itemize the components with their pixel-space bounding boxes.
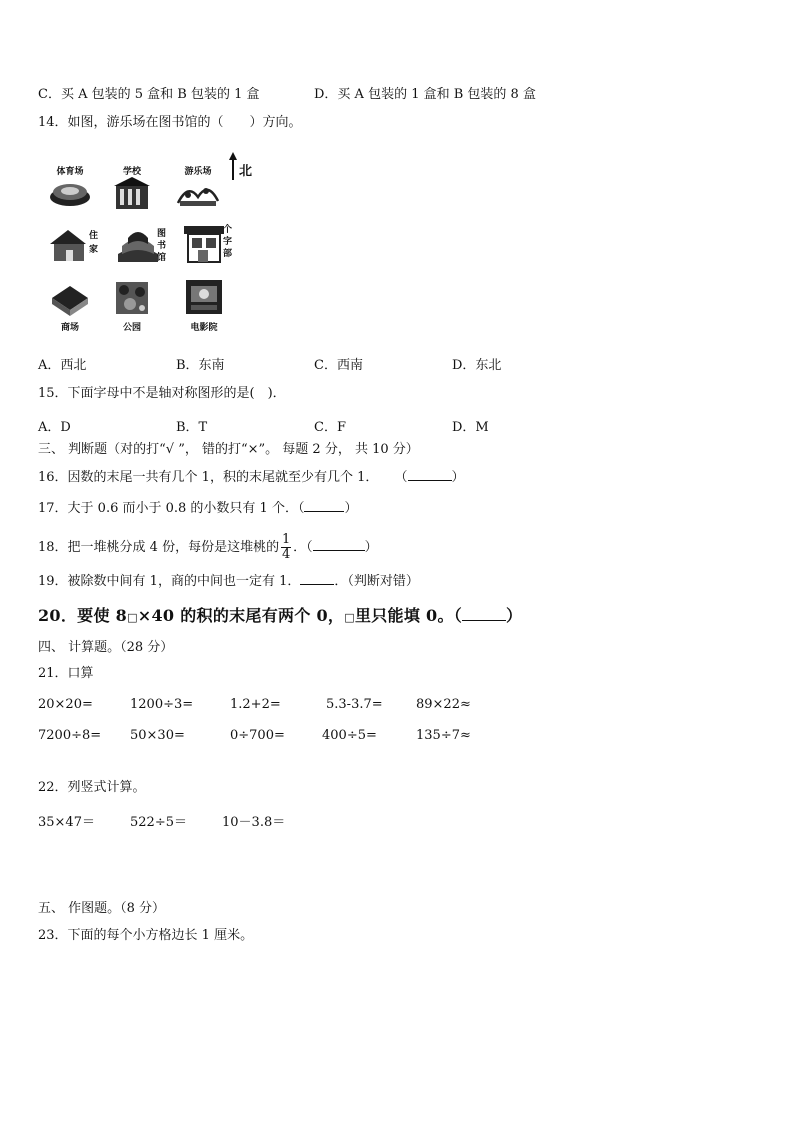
stadium-icon [48,177,92,207]
q20-text-after: 里只能填 0。（ [354,606,463,625]
q17 [38,498,357,518]
q14-stem: 14．如图，游乐场在图书馆的（ ）方向。 [38,115,302,130]
home-label-1: 住 [87,230,97,239]
mall-label: 商场 [60,323,79,333]
q21-item-2: 1200÷3= [130,697,194,712]
q18-fraction-denominator: 4 [281,547,291,562]
q20-text-mid: ×40 的积的末尾有两个 0， [137,606,345,625]
q15-stem: 15．下面字母中不是轴对称图形的是( )． [38,386,286,401]
q17-paren-close: ） [344,501,358,516]
home-label-2: 家 [87,244,97,253]
map-place-school [102,164,162,213]
q21-item-5: 89×22≈ [416,697,471,712]
q14-option-b: B．东南 [176,358,225,373]
mall-icon [48,284,92,316]
club-label-2: 字 [221,236,231,245]
q19-text-after: ．（判断对错） [334,574,419,589]
q18-fraction [281,533,291,562]
school-icon [110,177,154,209]
library-label-3: 馆 [155,252,165,261]
q13-option-c: C．买 A 包装的 5 盒和 B 包装的 1 盒 [38,87,260,102]
q20-box-1: □ [127,611,138,624]
amusement-park-icon [176,177,220,209]
map-place-amusement-park [168,164,228,213]
q13-option-d: D．买 A 包装的 1 盒和 B 包装的 8 盒 [314,87,536,102]
section-3-heading: 三、 判断题（对的打“√ ”， 错的打“×”。 每题 2 分， 共 10 分） [38,442,419,457]
q21-item-9: 400÷5= [322,728,377,743]
q18-answer-blank[interactable] [313,537,365,551]
q21-item-1: 20×20= [38,697,93,712]
q22-item-1: 35×47＝ [38,815,95,830]
club-label-3: 部 [221,248,231,257]
q18-text-after: ．（ [293,540,313,555]
q14-option-d: D．东北 [452,358,502,373]
q15-option-d: D．M [452,420,489,435]
q19 [38,571,419,591]
q19-text: 19．被除数中间有 1，商的中间也一定有 1． [38,574,301,589]
q20-paren-close: ） [506,606,523,625]
q17-text: 17．大于 0.6 而小于 0.8 的小数只有 1 个．（ [38,501,305,516]
q20-answer-blank[interactable] [462,605,506,621]
q20 [38,605,522,629]
library-label-1: 图 [155,228,165,237]
map-place-library [108,224,168,268]
north-label: 北 [239,164,253,179]
q16-paren-open: （ [394,470,408,485]
q21-item-4: 5.3-3.7= [326,697,383,712]
map-place-club [174,224,234,268]
q14-option-a: A．西北 [38,358,87,373]
q20-text: 20．要使 8 [38,606,128,625]
north-arrow-icon [228,152,238,182]
map-place-stadium [40,164,100,211]
map-place-park [102,280,162,333]
q21-item-10: 135÷7≈ [416,728,471,743]
q18 [38,533,378,563]
cinema-label: 电影院 [190,323,218,333]
q14-map [40,158,270,338]
q22-item-2: 522÷5＝ [130,815,187,830]
section-4-heading: 四、 计算题。（28 分） [38,640,174,655]
q21-item-6: 7200÷8= [38,728,102,743]
stadium-label: 体育场 [56,167,84,177]
q14-option-c: C．西南 [314,358,363,373]
q20-box-2: □ [344,611,355,624]
q16-paren-close: ） [451,470,465,485]
q23: 23．下面的每个小方格边长 1 厘米。 [38,928,254,943]
map-place-cinema [174,278,234,333]
map-place-home [40,228,100,266]
section-5-heading: 五、 作图题。（8 分） [38,901,166,916]
q16-answer-blank[interactable] [408,467,452,481]
q16-text: 16．因数的末尾一共有几个 1，积的末尾就至少有几个 1． [38,470,379,485]
q22-stem: 22．列竖式计算。 [38,780,146,795]
q16 [38,467,465,487]
q21-item-8: 0÷700= [230,728,285,743]
q15-option-a: A．D [38,420,71,435]
q15-option-b: B．T [176,420,208,435]
q17-answer-blank[interactable] [304,498,344,512]
amusement-park-label: 游乐场 [184,167,212,177]
park-icon [112,280,152,316]
q18-text: 18．把一堆桃分成 4 份，每份是这堆桃的 [38,540,280,555]
cinema-icon [184,278,224,316]
club-label-1: 个 [221,224,231,233]
q19-answer-blank[interactable] [300,571,334,585]
q22-item-3: 10－3.8＝ [222,815,286,830]
library-label-2: 书 [155,240,165,249]
q18-paren-close: ） [364,540,378,555]
q21-item-7: 50×30= [130,728,185,743]
school-label: 学校 [122,167,141,177]
q21-item-3: 1.2+2= [230,697,281,712]
park-label: 公园 [122,323,141,333]
q21-stem: 21．口算 [38,666,94,681]
q15-option-c: C．F [314,420,346,435]
map-place-mall [40,284,100,333]
q18-fraction-numerator: 1 [281,532,291,547]
